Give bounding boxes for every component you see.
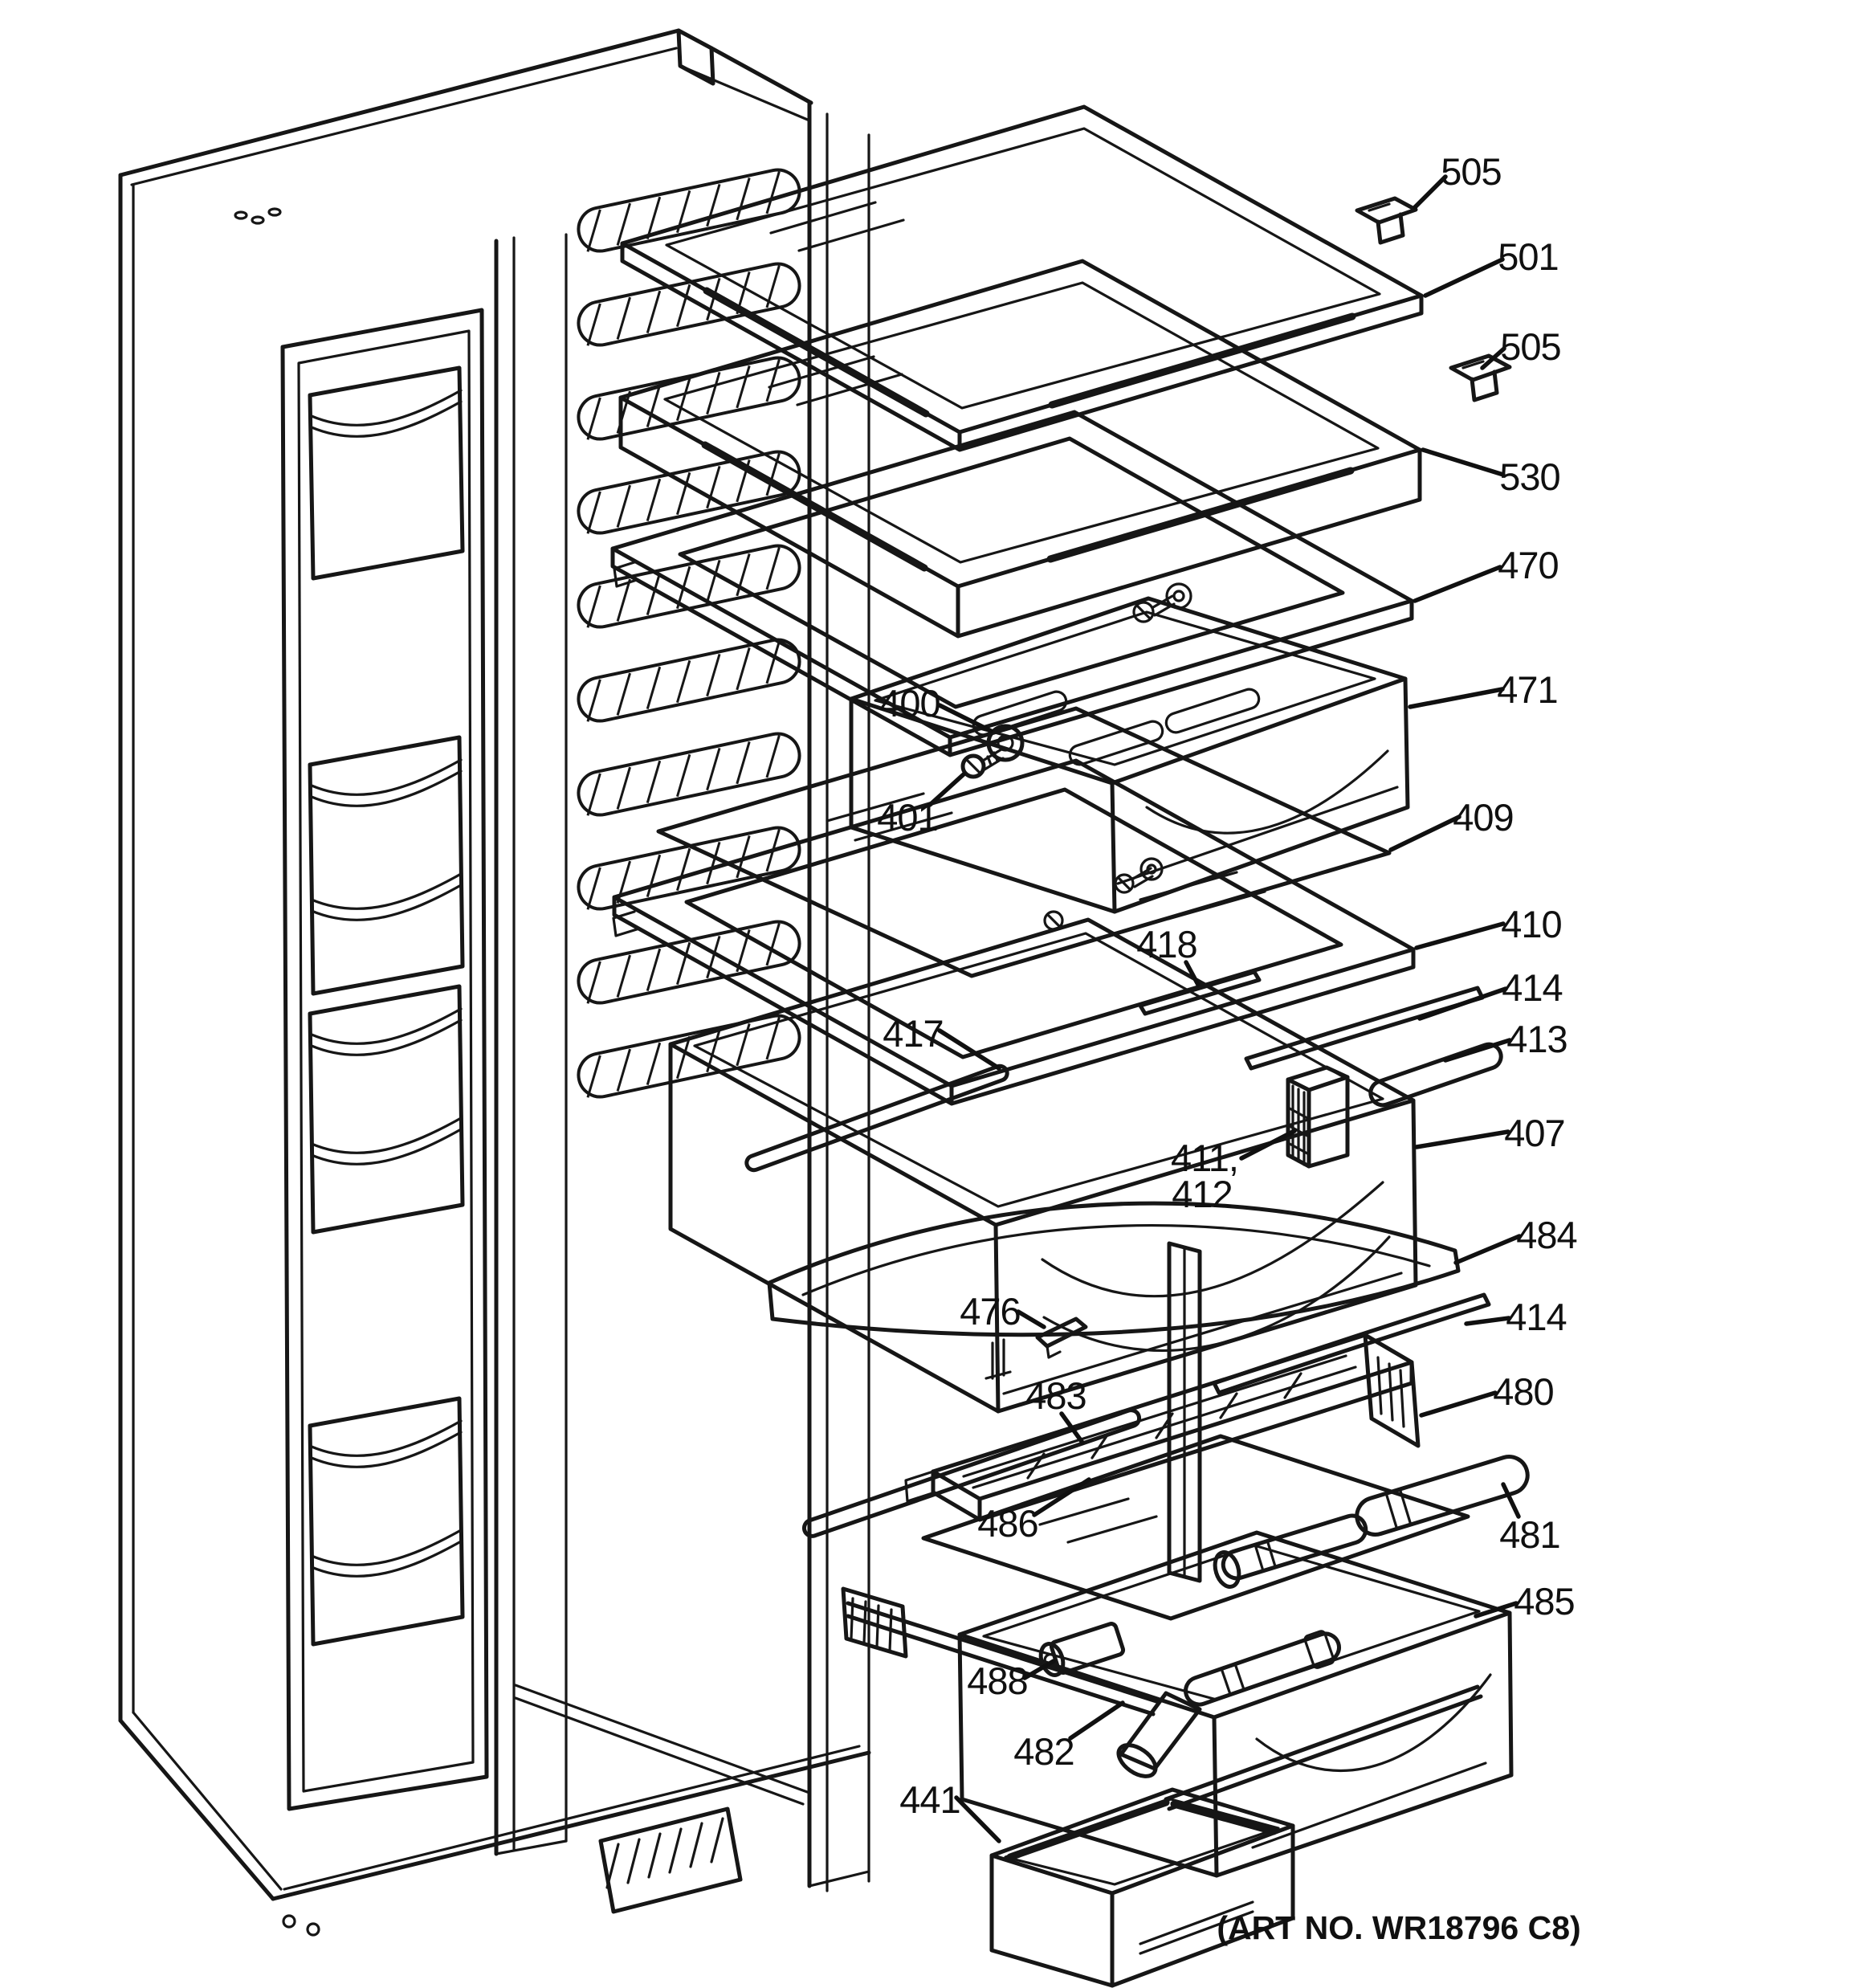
shelf-support-ladder [574,165,803,1100]
part-label-414-b: 414 [1506,1296,1567,1338]
part-label-441: 441 [899,1778,960,1821]
door-bin-pocket-2 [310,737,463,994]
part-label-410: 410 [1501,903,1562,945]
part-label-505-b: 505 [1500,325,1561,368]
part-418-rail [1140,972,1259,1014]
part-label-470: 470 [1498,544,1559,586]
part-label-481: 481 [1499,1513,1560,1556]
leader-410 [1417,924,1503,948]
door-bin-pocket-3 [310,986,463,1232]
part-441-bin [992,1790,1293,1986]
leader-484 [1456,1236,1519,1263]
leader-530 [1423,450,1503,475]
part-label-480: 480 [1493,1370,1554,1413]
part-label-413: 413 [1506,1018,1567,1060]
part-label-484: 484 [1516,1214,1577,1256]
part-label-418: 418 [1136,923,1197,965]
art-number-text: (ART NO. WR18796 C8) [1217,1909,1581,1946]
part-labels [877,150,1576,1821]
part-label-411: 411, [1171,1137,1238,1179]
part-413-handle [1368,1041,1505,1108]
leader-409 [1391,817,1459,850]
part-label-401: 401 [877,796,938,839]
part-label-501: 501 [1498,235,1559,278]
leader-480 [1421,1393,1495,1415]
part-label-400: 400 [879,682,940,725]
part-label-417: 417 [883,1012,944,1055]
leader-400 [940,705,991,731]
leader-481 [1503,1484,1519,1517]
part-label-471: 471 [1497,668,1558,711]
part-label-488: 488 [967,1659,1028,1702]
cabinet-base [273,1746,869,1935]
leader-470 [1415,567,1500,601]
leader-501 [1425,259,1502,296]
part-label-414-a: 414 [1502,966,1563,1009]
part-label-482: 482 [1013,1730,1074,1773]
part-label-505-a: 505 [1441,150,1502,193]
leader-407 [1417,1132,1508,1147]
part-label-409: 409 [1453,796,1514,839]
part-476-clip [1037,1319,1086,1357]
leader-471 [1410,689,1502,707]
part-label-485: 485 [1514,1580,1575,1623]
part-414-rail-lower [1214,1295,1489,1393]
part-label-476: 476 [960,1290,1021,1333]
part-label-530: 530 [1499,455,1560,498]
leader-lines [930,177,1519,1841]
part-label-407: 407 [1504,1112,1565,1154]
part-label-486: 486 [977,1502,1038,1545]
part-409-glass [658,708,1389,976]
part-505-clip-a [1357,198,1416,243]
door-bin-pocket-4 [310,1398,463,1644]
part-label-412: 412 [1172,1173,1233,1215]
part-401-screw [963,749,1003,777]
leader-476 [1018,1312,1044,1327]
door-bin-pocket-1 [310,368,463,578]
part-label-483: 483 [1025,1374,1086,1417]
leader-414-b [1466,1318,1509,1324]
leader-482 [1070,1703,1123,1738]
